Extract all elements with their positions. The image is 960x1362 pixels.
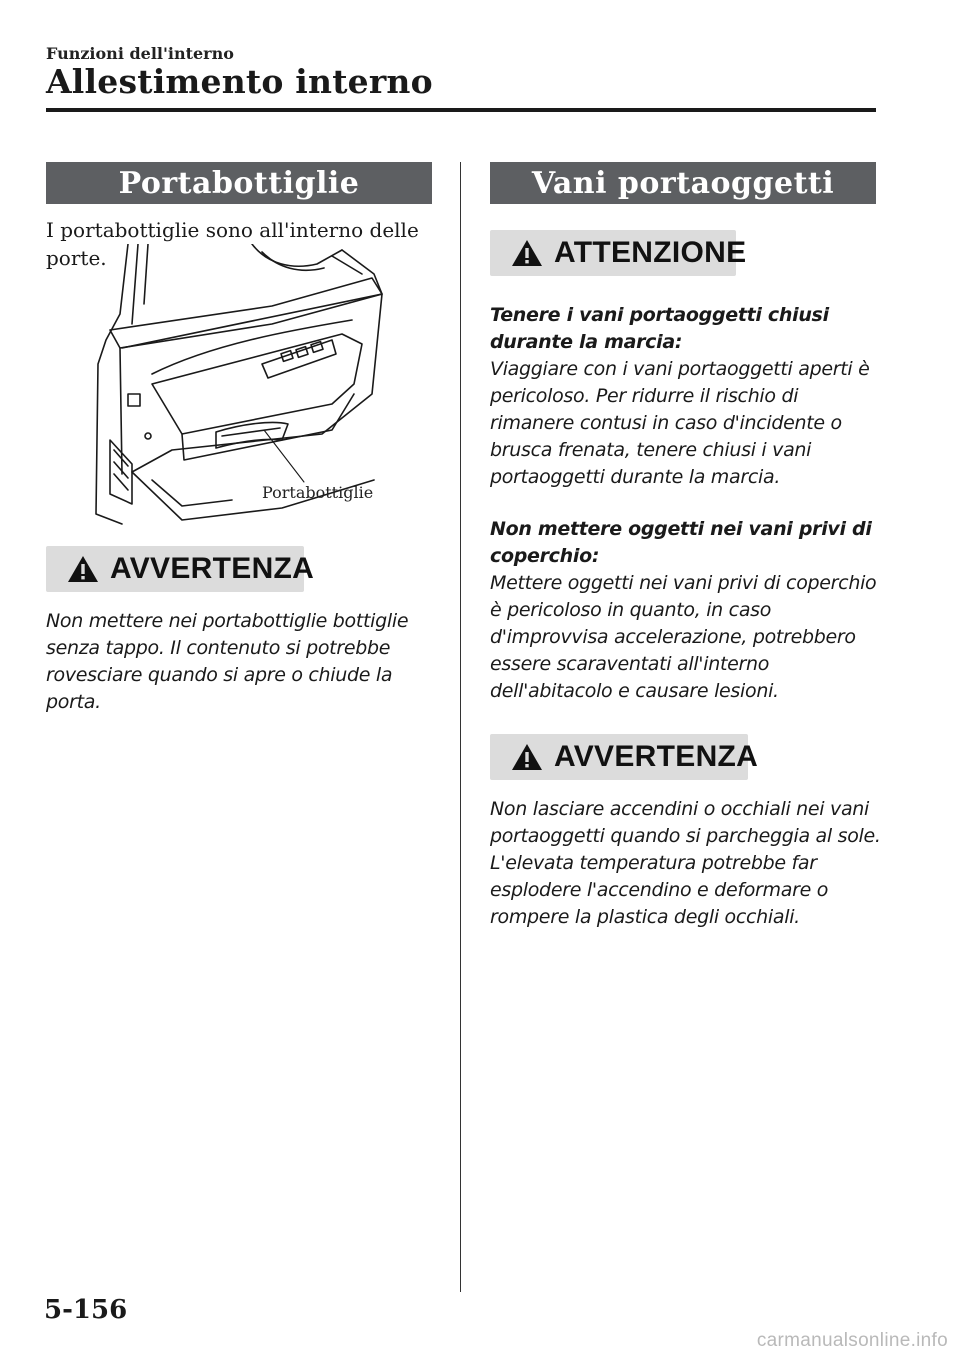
warning-badge <box>46 546 315 592</box>
section-heading-vani: Vani portaoggetti <box>490 162 876 204</box>
column-divider <box>460 162 461 1292</box>
page-number: 5-156 <box>44 1295 128 1325</box>
caution-item-lead: Non mettere oggetti nei vani privi di coperchio: <box>490 518 872 567</box>
warning-text-right <box>490 796 882 931</box>
caution-label: ATTENZIONE <box>554 236 747 269</box>
warning-triangle-icon <box>66 554 100 584</box>
warning-label: AVVERTENZA <box>554 740 759 773</box>
caution-badge <box>490 230 747 276</box>
caution-item-lead: Tenere i vani portaoggetti chiusi durante la marcia: <box>490 304 829 353</box>
warning-body: Non lasciare accendini o occhiali nei vani portaoggetti quando si parcheggia al sole. L'elevata temperatura potrebbe far esplodere l'accendino e deformare o rompere la plastica degli occhiali. <box>490 798 881 928</box>
chapter-label: Funzioni dell'interno <box>46 44 234 63</box>
warning-label: AVVERTENZA <box>110 552 315 585</box>
warning-body: Non mettere nei portabottiglie bottiglie senza tappo. Il contenuto si potrebbe rovesciare quando si apre o chiude la porta. <box>46 610 409 713</box>
warning-badge-right <box>490 734 759 780</box>
title-rule <box>46 108 876 112</box>
intro-text: I portabottiglie sono all'interno delle porte. <box>46 218 419 270</box>
caution-item-2 <box>490 516 878 705</box>
warning-triangle-icon <box>510 742 544 772</box>
caution-item-body: Mettere oggetti nei vani privi di coperchio è pericoloso in quanto, in caso d'improvvisa accelerazione, potrebbero essere scaraventati all'interno dell'abitacolo e causare lesioni. <box>490 572 877 702</box>
watermark: carmanualsonline.info <box>756 1330 948 1351</box>
warning-text <box>46 608 418 716</box>
caution-item-1 <box>490 302 878 491</box>
caution-triangle-icon <box>510 238 544 268</box>
section-heading-portabottiglie: Portabottiglie <box>46 162 432 204</box>
page-title: Allestimento interno <box>46 62 433 101</box>
figure-callout-label: Portabottiglie <box>262 483 374 502</box>
caution-item-body: Viaggiare con i vani portaoggetti aperti è pericoloso. Per ridurre il rischio di rimanere contusi in caso d'incidente o brusca frenata, tenere chiusi i vani portaoggetti durante la marcia. <box>490 358 870 488</box>
